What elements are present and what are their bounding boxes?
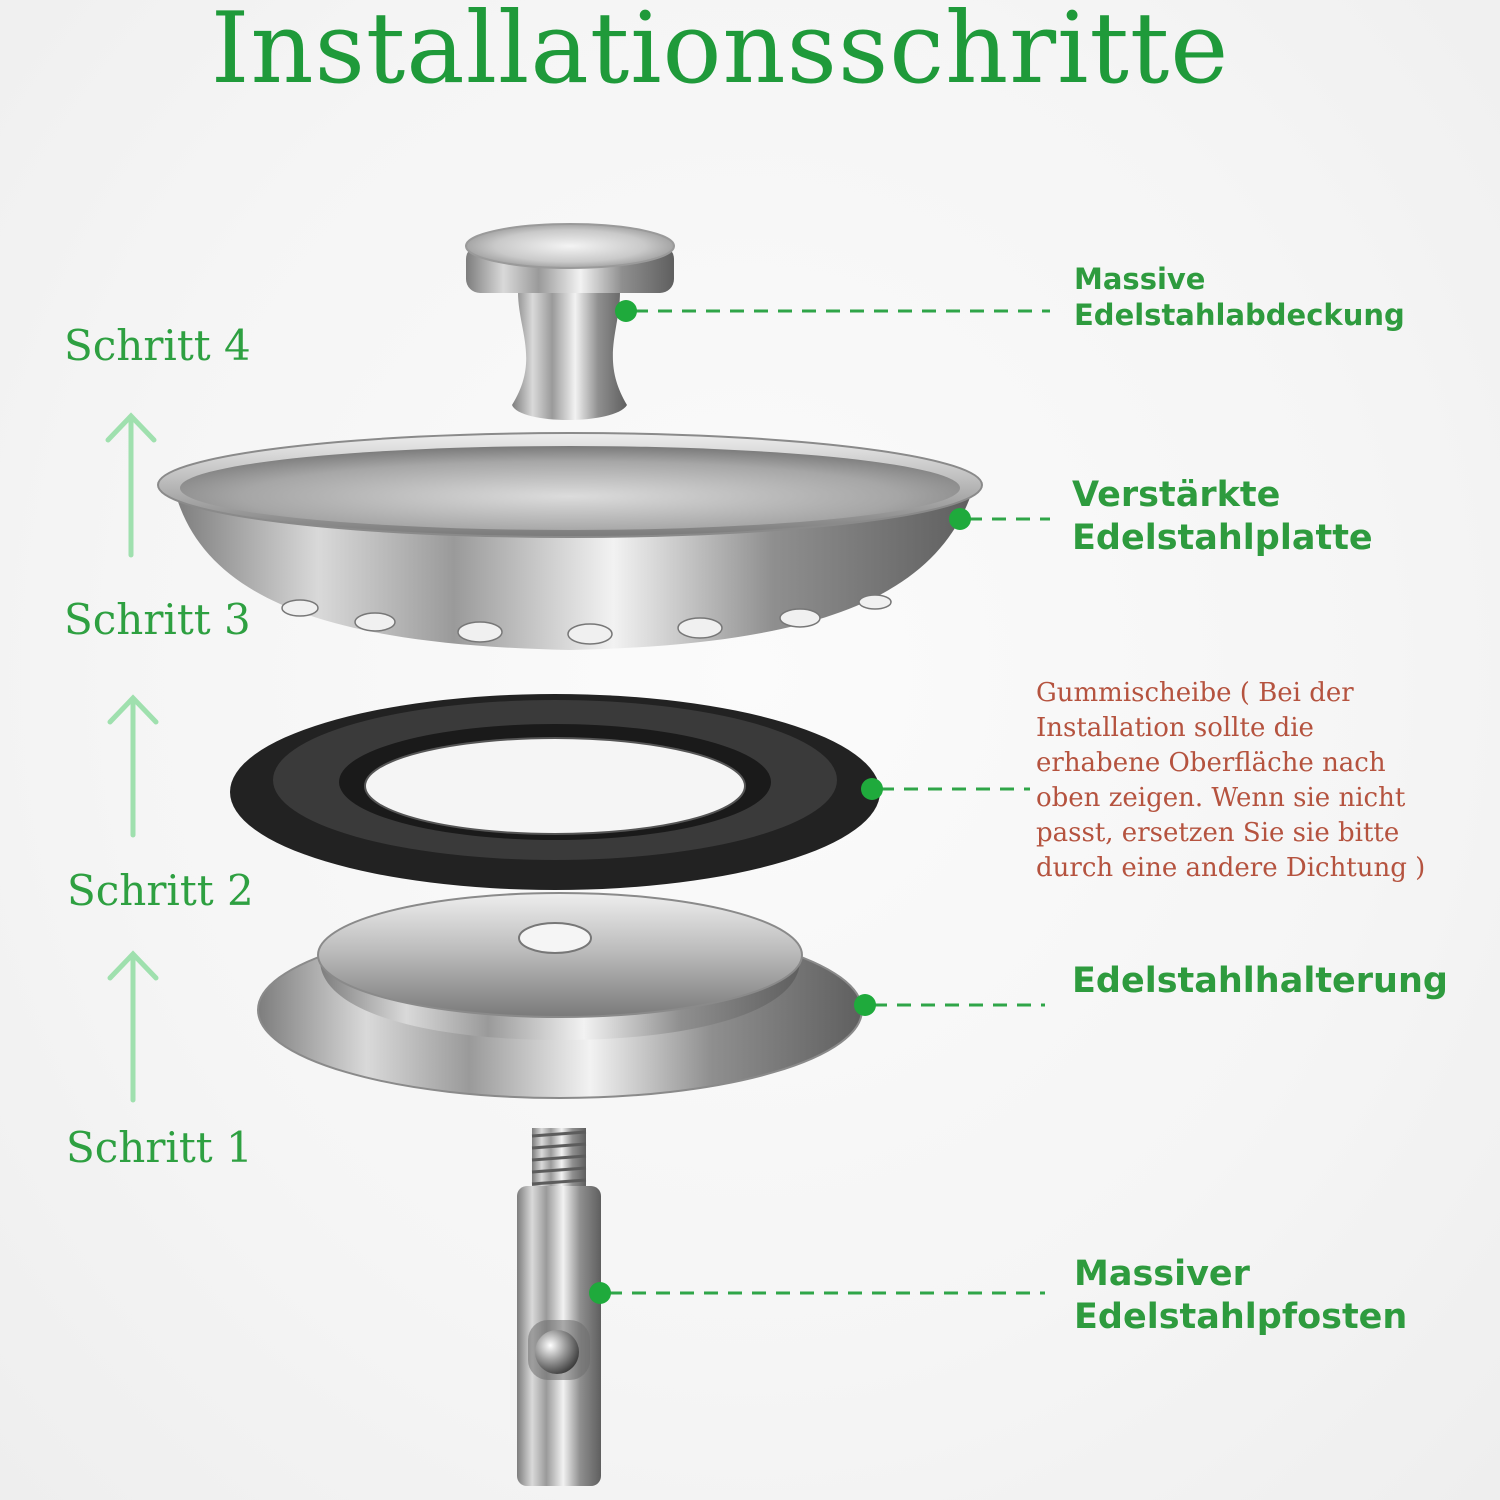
step-1-label: Schritt 1	[66, 1123, 253, 1172]
arrow-up-icon	[110, 698, 156, 835]
post-label: Massiver Edelstahlpfosten	[1074, 1254, 1408, 1337]
step-3-label: Schritt 3	[64, 595, 251, 644]
pointer-dot-icon	[854, 994, 876, 1016]
cap-label: Massive Edelstahlabdeckung	[1074, 262, 1405, 333]
cap-knob	[466, 224, 674, 420]
washer-note: Gummischeibe ( Bei der Installation sollte die erhabene Oberfläche nach oben zeigen. Wenn sie nicht passt, ersetzen Sie sie bitte durch eine andere Dichtung )	[1036, 678, 1426, 883]
step-arrows	[108, 416, 156, 1100]
pointer-dot-icon	[861, 778, 883, 800]
steel-bracket	[258, 893, 862, 1098]
pointer-dot-icon	[615, 300, 637, 322]
plate-label: Verstärkte Edelstahlplatte	[1072, 475, 1373, 558]
steel-post	[517, 1128, 601, 1486]
step-4-label: Schritt 4	[64, 321, 251, 370]
pointer-dot-icon	[589, 1282, 611, 1304]
rubber-washer	[230, 694, 880, 890]
bracket-label: Edelstahlhalterung	[1072, 961, 1448, 1001]
page-title: Installationsschritte	[210, 0, 1230, 106]
arrow-up-icon	[108, 416, 154, 555]
strainer-plate	[158, 433, 982, 650]
step-2-label: Schritt 2	[67, 866, 254, 915]
pointer-dot-icon	[949, 508, 971, 530]
arrow-up-icon	[110, 954, 156, 1100]
